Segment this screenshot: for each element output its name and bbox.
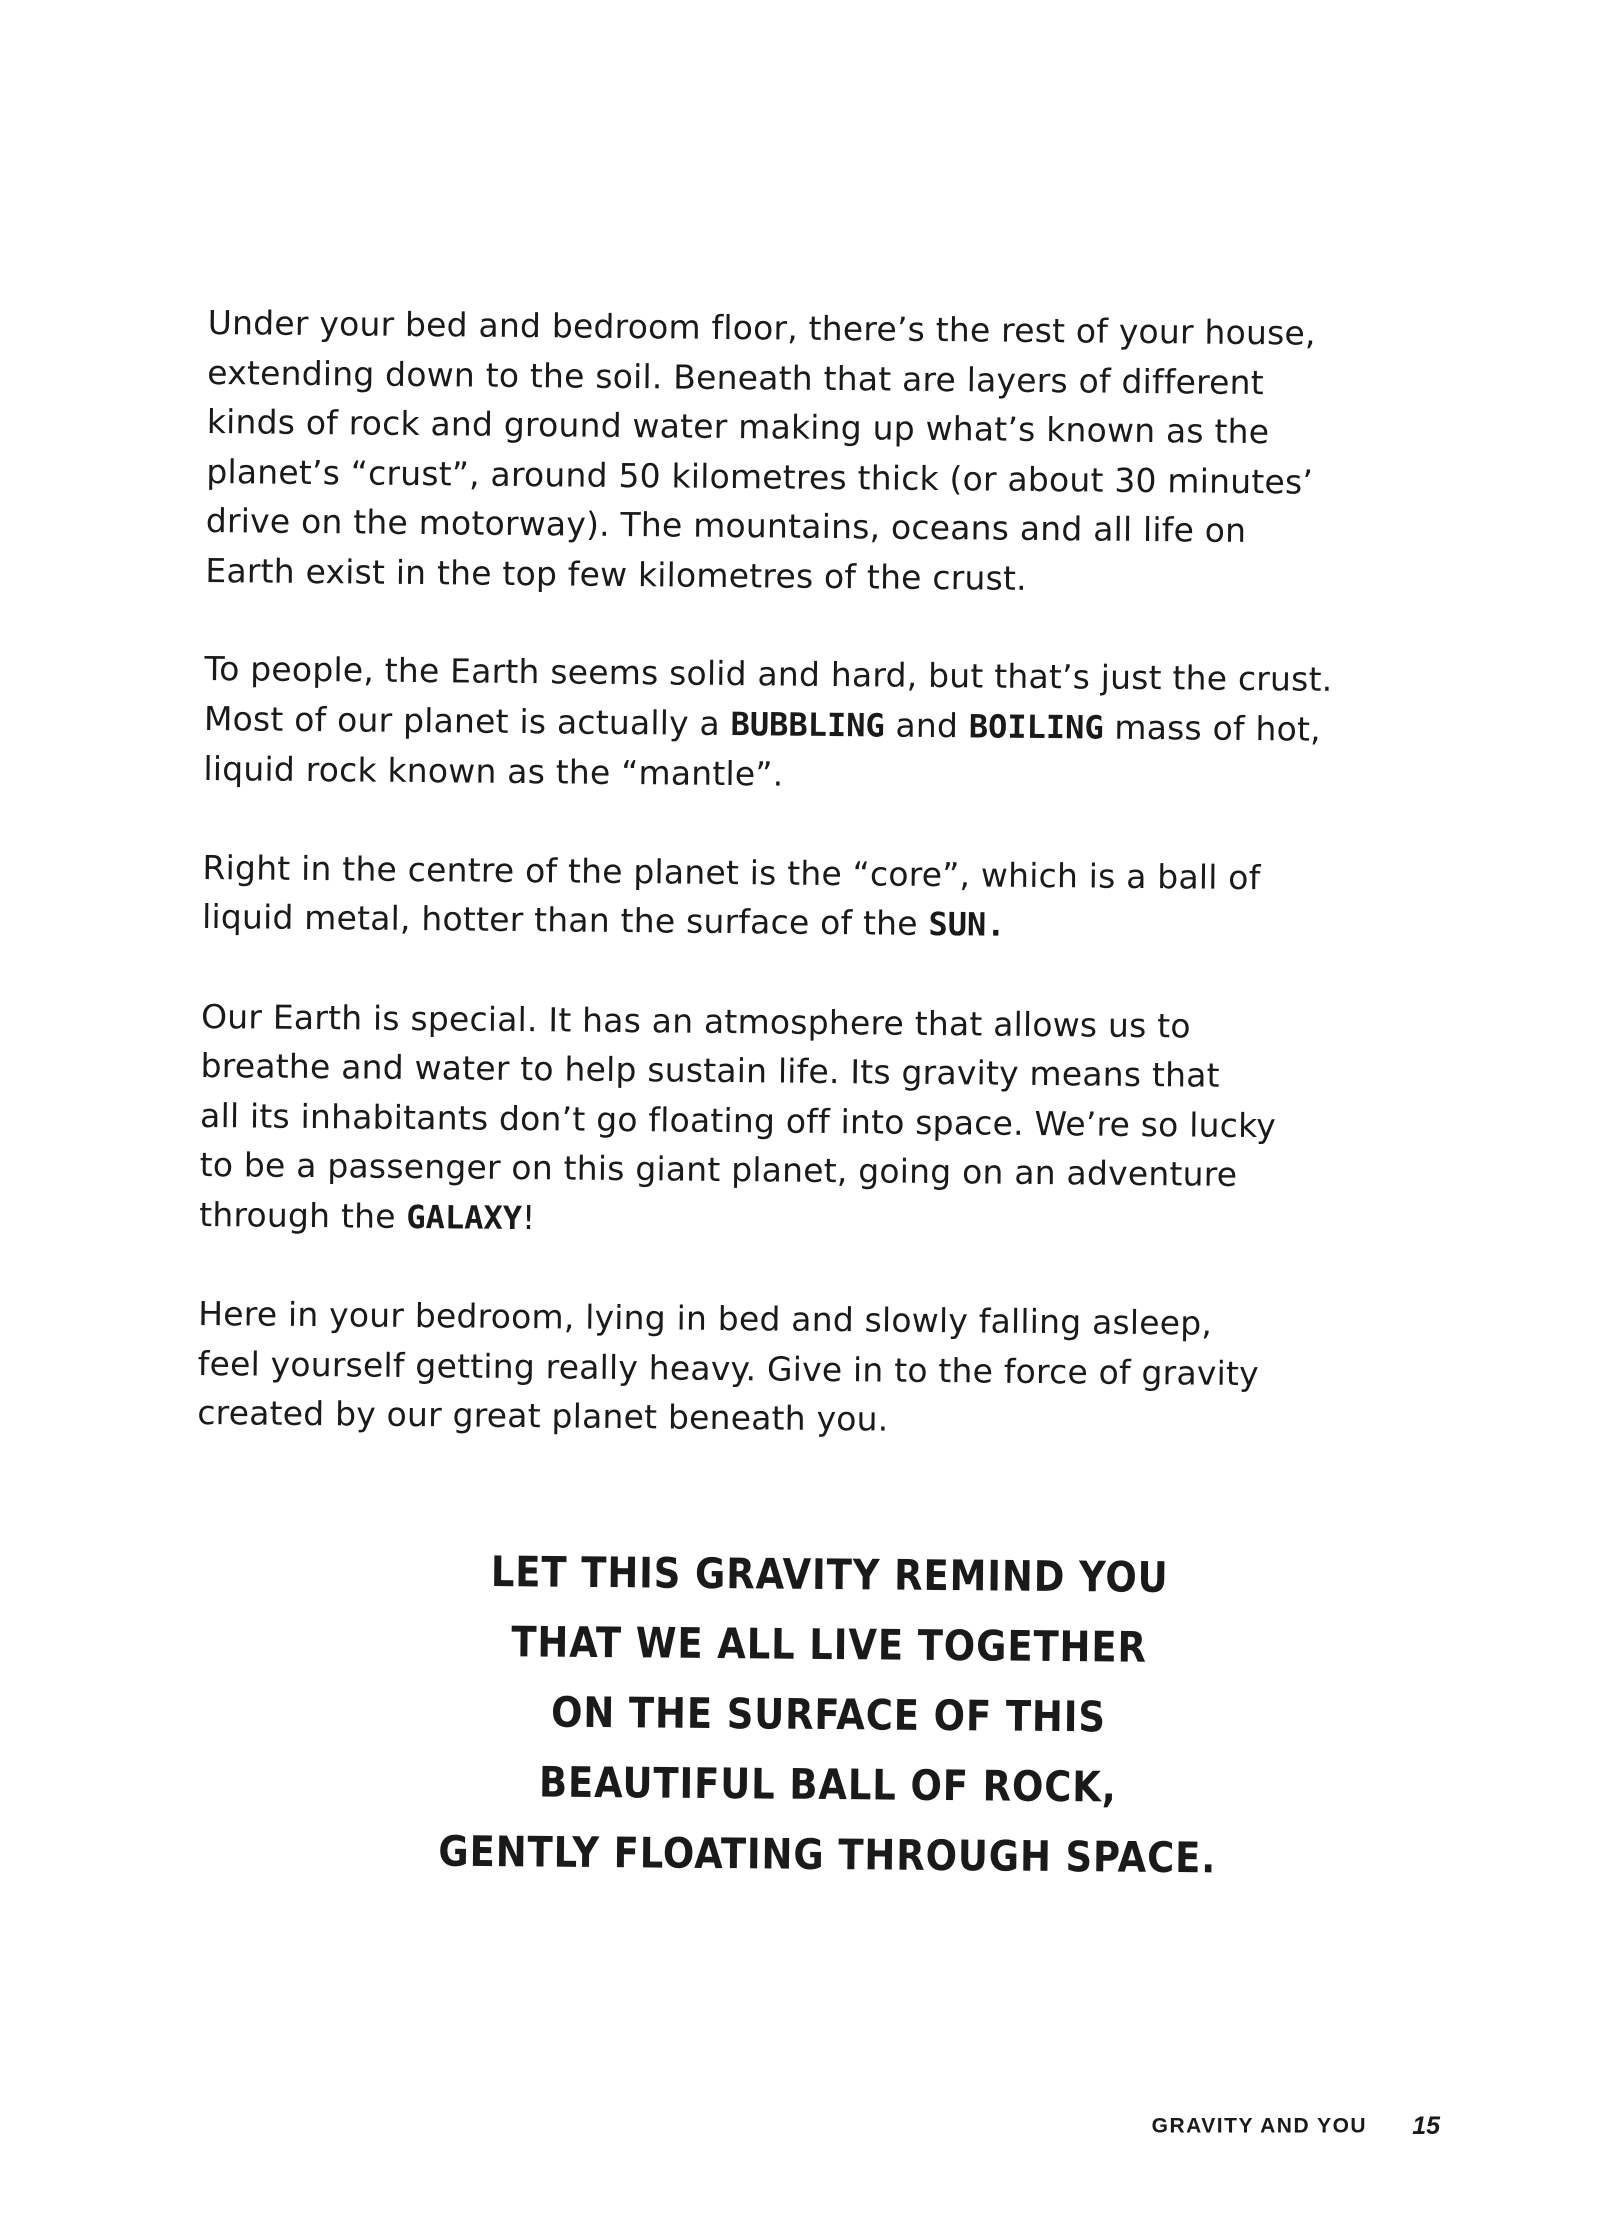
running-footer-title: GRAVITY AND YOU (1151, 2114, 1368, 2138)
emphasis-word: BUBBLING (730, 704, 885, 745)
text-segment: Right in the centre of the planet is the “core”, which is a ball of (202, 847, 1261, 897)
text-segment: liquid metal, hotter than the surface of the (201, 896, 929, 943)
quote-line: LET THIS GRAVITY REMIND YOU (490, 1547, 1169, 1602)
paragraph (203, 644, 1434, 805)
text-line (205, 545, 1435, 606)
quote-line: GENTLY FLOATING THROUGH SPACE. (438, 1826, 1217, 1883)
quote-line: THAT WE ALL LIVE TOGETHER (511, 1617, 1148, 1672)
paragraph (197, 1289, 1428, 1449)
text-segment: planet’s “crust”, around 50 kilometres thick (or about 30 minutes’ (206, 451, 1314, 502)
text-segment: To people, the Earth seems solid and hard, but that’s just the crust. (204, 648, 1333, 699)
text-segment: Most of our planet is actually a (203, 698, 731, 743)
text-segment: Our Earth is special. It has an atmosphere that allows us to (200, 996, 1191, 1045)
emphasis-word: GALAXY (406, 1197, 523, 1237)
page-number: 15 (1412, 2112, 1440, 2140)
text-segment: mass of hot, (1103, 707, 1322, 749)
text-segment: Under your bed and bedroom floor, there’s the rest of your house, (207, 302, 1316, 353)
body-text (197, 298, 1438, 1498)
emphasis-word: BOILING (968, 706, 1104, 747)
paragraph (202, 842, 1433, 954)
text-segment: Here in your bedroom, lying in bed and slowly falling asleep, (198, 1293, 1213, 1343)
text-segment: feel yourself getting really heavy. Give in to the force of gravity (197, 1343, 1260, 1393)
text-segment: all its inhabitants don’t go floating off into space. We’re so lucky (199, 1095, 1277, 1145)
text-segment: breathe and water to help sustain life. Its gravity means that (200, 1045, 1220, 1095)
paragraph (205, 298, 1438, 607)
text-segment: through the (199, 1194, 407, 1236)
text-segment: extending down to the soil. Beneath that are layers of different (207, 352, 1265, 402)
text-segment: created by our great planet beneath you. (197, 1392, 889, 1439)
paragraph (199, 991, 1431, 1251)
emphasis-word: SUN. (928, 904, 1006, 944)
quote-line: ON THE SURFACE OF THIS (550, 1687, 1107, 1742)
text-segment: kinds of rock and ground water making up what’s known as the (206, 401, 1270, 452)
page-footer (1060, 2112, 1440, 2141)
text-segment: liquid rock known as the “mantle”. (203, 748, 784, 794)
text-segment: and (884, 705, 970, 745)
text-segment: drive on the motorway). The mountains, oceans and all life on (205, 500, 1247, 550)
text-segment: ! (521, 1197, 536, 1237)
pull-quote (297, 1535, 1360, 1894)
text-segment: Earth exist in the top few kilometres of the crust. (205, 550, 1028, 598)
text-line (199, 1189, 1429, 1251)
quote-line: BEAUTIFUL BALL OF ROCK, (538, 1757, 1117, 1812)
text-segment: to be a passenger on this giant planet, going on an adventure (199, 1144, 1238, 1194)
